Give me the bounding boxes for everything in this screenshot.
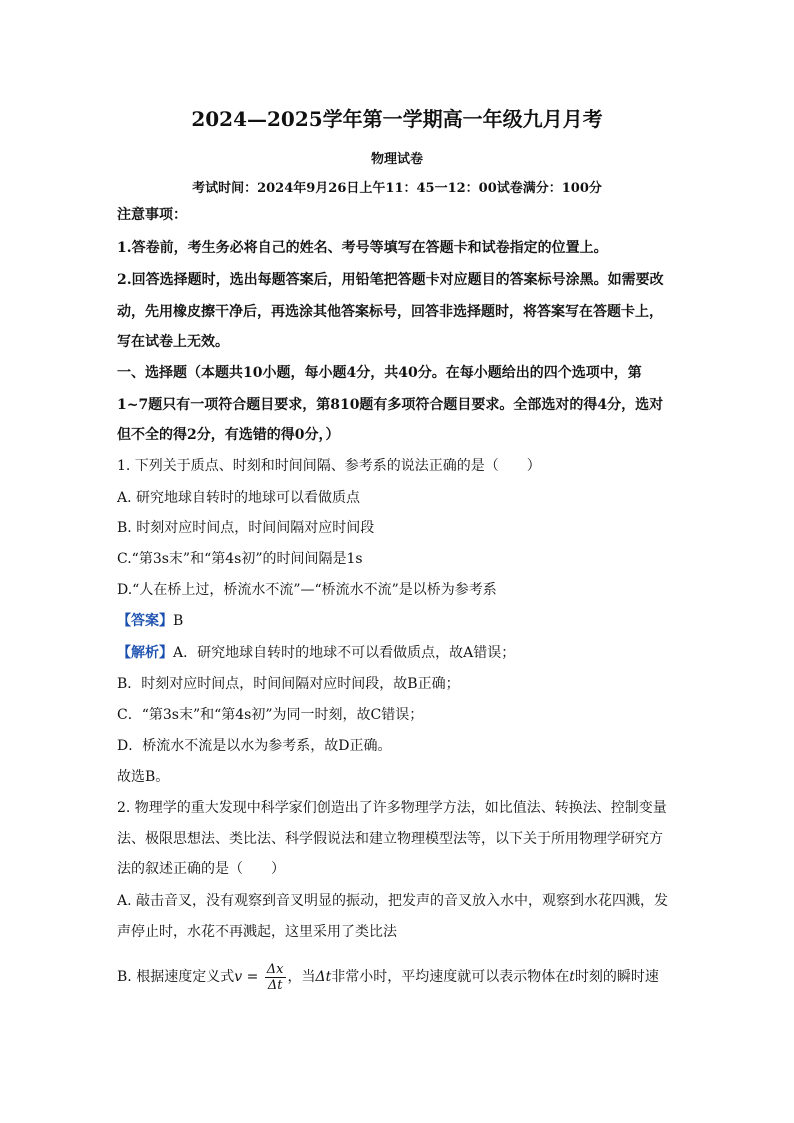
q2-stem-line-3: 法的叙述正确的是（ ） bbox=[117, 861, 285, 877]
q1-analysis-d: D．桥流水不流是以水为参考系，故D正确。 bbox=[117, 738, 392, 754]
q2-b-mid: ，当 bbox=[287, 969, 316, 985]
q1-analysis-b: B．时刻对应时间点，时间间隔对应时间段，故B正确； bbox=[117, 676, 460, 692]
fraction-numerator: Δx bbox=[266, 961, 284, 977]
q1-option-a: A. 研究地球自转时的地球可以看做质点 bbox=[117, 490, 361, 506]
analysis-tag: 【解析】 bbox=[117, 645, 173, 661]
section-heading-line-3: 但不全的得2分，有选错的得0分，） bbox=[117, 427, 340, 443]
equals-sign: = bbox=[242, 969, 263, 985]
q2-b-suffix: 时刻的瞬时速 bbox=[574, 969, 659, 985]
q2-option-a-line-2: 声停止时，水花不再溅起，这里采用了类比法 bbox=[117, 924, 397, 940]
notice-heading: 注意事项： bbox=[117, 207, 187, 223]
section-heading-line-2: 1~7题只有一项符合题目要求，第810题有多项符合题目要求。全部选对的得4分，选对 bbox=[117, 397, 664, 413]
exam-title: 2024—2025学年第一学期高一年级九月月考 bbox=[191, 107, 603, 131]
q2-b-prefix: B. 根据速度定义式 bbox=[117, 969, 235, 985]
q1-answer bbox=[117, 611, 183, 631]
velocity-symbol: v bbox=[234, 969, 243, 985]
q1-option-d: D.“人在桥上过，桥流水不流”—“桥流水不流”是以桥为参考系 bbox=[117, 582, 497, 598]
delta-t-symbol: Δt bbox=[315, 969, 332, 985]
time-symbol: t bbox=[569, 969, 575, 985]
q1-analysis-a bbox=[117, 643, 515, 663]
notice-item-1: 1.答卷前，考生务必将自己的姓名、考号等填写在答题卡和试卷指定的位置上。 bbox=[117, 240, 608, 256]
q1-option-b: B. 时刻对应时间点，时间间隔对应时间段 bbox=[117, 520, 375, 536]
q2-stem-line-2: 法、极限思想法、类比法、科学假说法和建立物理模型法等，以下关于所用物理学研究方 bbox=[117, 831, 663, 847]
exam-subject: 物理试卷 bbox=[370, 152, 423, 167]
notice-item-2-line-2: 动，先用橡皮擦干净后，再选涂其他答案标号，回答非选择题时，将答案写在答题卡上， bbox=[117, 304, 663, 320]
notice-item-2-line-1: 2.回答选择题时，选出每题答案后，用铅笔把答题卡对应题目的答案标号涂黑。如需要改 bbox=[117, 272, 664, 288]
notice-item-2-line-3: 写在试卷上无效。 bbox=[117, 334, 229, 350]
q1-stem: 1. 下列关于质点、时刻和时间间隔、参考系的说法正确的是（ ） bbox=[117, 458, 541, 474]
q1-conclusion: 故选B。 bbox=[117, 769, 170, 785]
q2-option-a-line-1: A. 敲击音叉，没有观察到音叉明显的振动，把发声的音叉放入水中，观察到水花四溅，发 bbox=[117, 893, 669, 909]
q2-b-mid2: 非常小时，平均速度就可以表示物体在 bbox=[331, 969, 570, 985]
q1-analysis-c: C．“第3s末”和“第4s初”为同一时刻，故C错误； bbox=[117, 707, 424, 723]
q1-option-c: C.“第3s末”和“第4s初”的时间间隔是1s bbox=[117, 551, 363, 567]
answer-value: B bbox=[173, 613, 184, 629]
answer-tag: 【答案】 bbox=[117, 613, 173, 629]
velocity-fraction bbox=[265, 962, 286, 993]
q2-stem-line-1: 2. 物理学的重大发现中科学家们创造出了许多物理学方法，如比值法、转换法、控制变量 bbox=[117, 800, 667, 816]
analysis-text-a: A．研究地球自转时的地球不可以看做质点，故A错误； bbox=[173, 645, 516, 661]
section-heading-line-1: 一、选择题（本题共10小题，每小题4分，共40分。在每小题给出的四个选项中，第 bbox=[117, 365, 642, 381]
exam-info: 考试时间：2024年9月26日上午11：45一12：00试卷满分：100分 bbox=[192, 181, 602, 196]
q2-option-b bbox=[117, 960, 659, 994]
fraction-denominator: Δt bbox=[267, 977, 283, 993]
